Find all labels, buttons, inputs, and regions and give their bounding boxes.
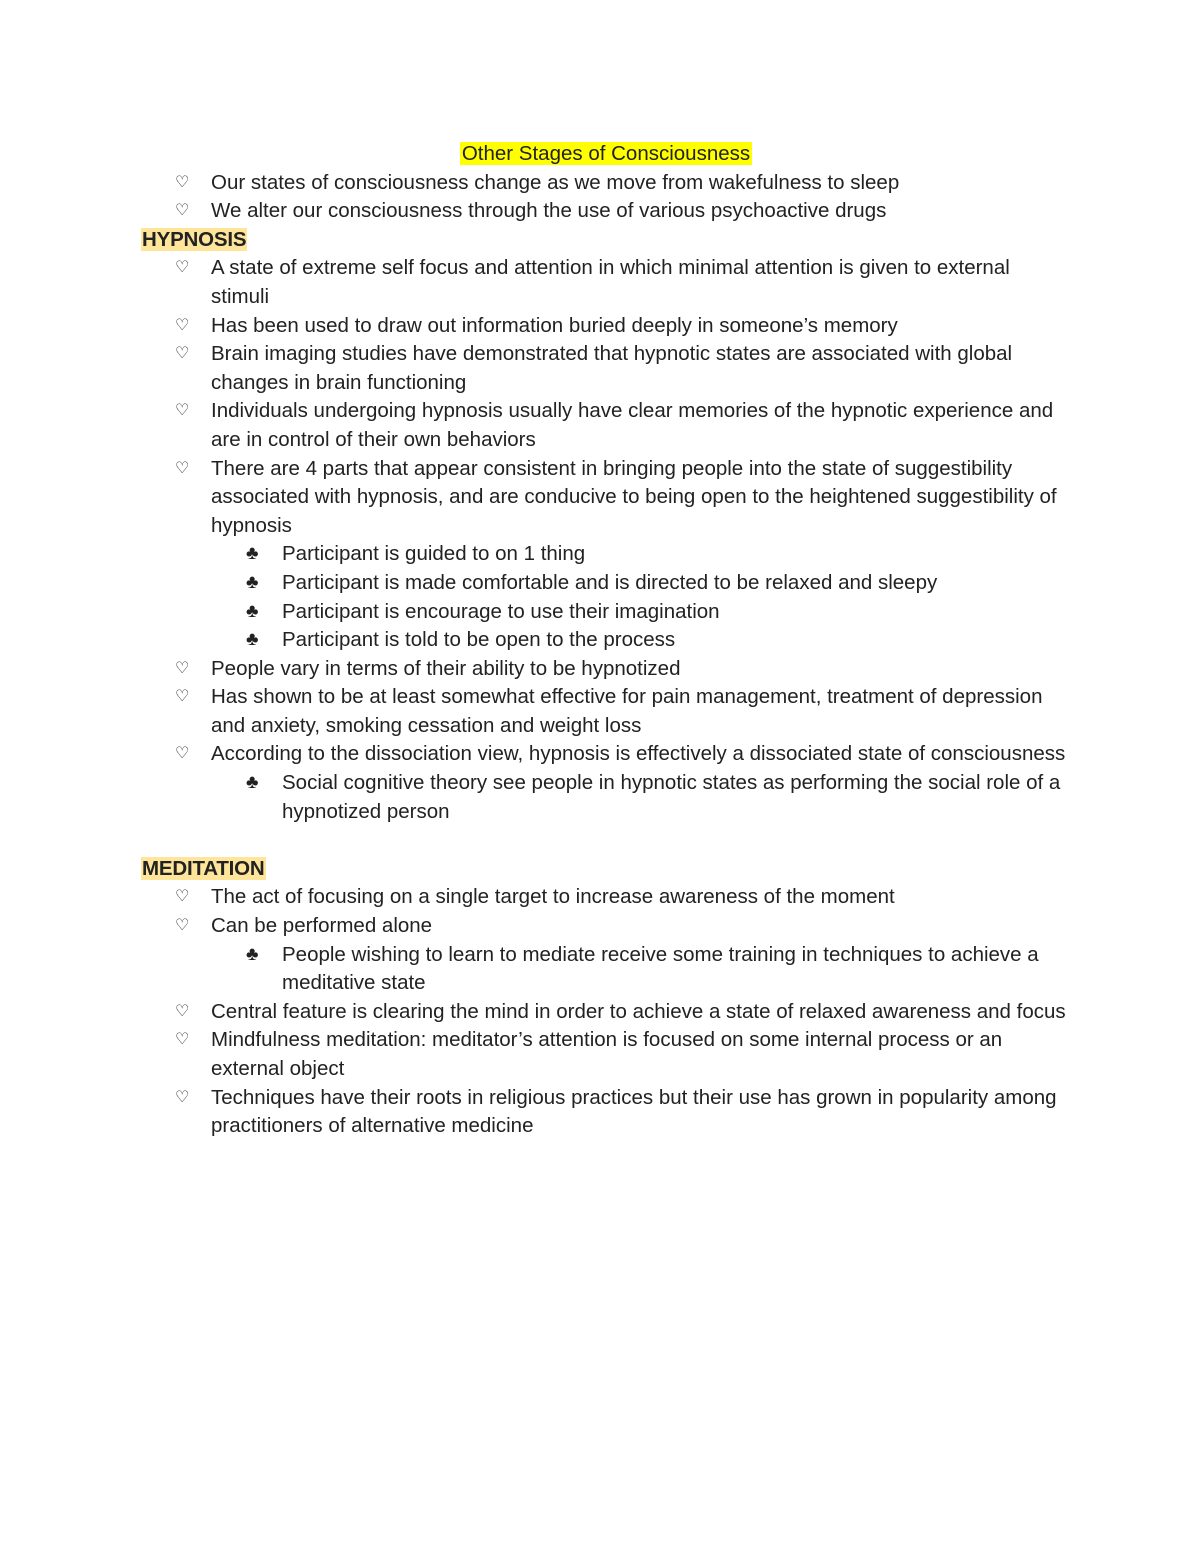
sub-list-item bbox=[141, 598, 1071, 627]
list-item bbox=[141, 1026, 1071, 1083]
list-item bbox=[141, 197, 1071, 226]
list-item bbox=[141, 883, 1071, 912]
list-item-text: Brain imaging studies have demonstrated that hypnotic states are associated with global changes in brain functioning bbox=[211, 342, 1013, 394]
club-icon: ♣ bbox=[246, 772, 259, 794]
sub-list-item-text: Participant is encourage to use their imagination bbox=[282, 599, 720, 623]
sub-list-item bbox=[141, 769, 1071, 826]
meditation-list bbox=[141, 883, 1071, 1140]
page-title: Other Stages of Consciousness bbox=[461, 142, 751, 165]
list-item bbox=[141, 655, 1071, 684]
heart-outline-icon: ♡ bbox=[175, 1002, 190, 1020]
hypnosis-heading-row bbox=[141, 226, 1071, 255]
sub-list-item-text: Participant is made comfortable and is directed to be relaxed and sleepy bbox=[282, 570, 938, 594]
list-item-text: The act of focusing on a single target to increase awareness of the moment bbox=[211, 885, 895, 909]
heart-outline-icon: ♡ bbox=[175, 745, 190, 763]
section-heading-hypnosis: HYPNOSIS bbox=[142, 227, 247, 251]
list-item-text: People vary in terms of their ability to be hypnotized bbox=[211, 656, 681, 680]
heart-outline-icon: ♡ bbox=[175, 202, 190, 220]
sub-list-item bbox=[141, 540, 1071, 569]
list-item-text: According to the dissociation view, hypnosis is effectively a dissociated state of consciousness bbox=[211, 742, 1066, 766]
heart-outline-icon: ♡ bbox=[175, 688, 190, 706]
list-item-text: Central feature is clearing the mind in order to achieve a state of relaxed awareness and focus bbox=[211, 999, 1066, 1023]
list-item-text: Has been used to draw out information buried deeply in someone’s memory bbox=[211, 313, 898, 337]
list-item-text: Techniques have their roots in religious practices but their use has grown in popularity among practitioners of alternative medicine bbox=[211, 1085, 1057, 1138]
hypnosis-list bbox=[141, 254, 1071, 826]
list-item bbox=[141, 1084, 1071, 1141]
heart-outline-icon: ♡ bbox=[175, 259, 190, 277]
heart-outline-icon: ♡ bbox=[175, 345, 190, 363]
heart-outline-icon: ♡ bbox=[175, 917, 190, 935]
club-icon: ♣ bbox=[246, 943, 259, 965]
heart-outline-icon: ♡ bbox=[175, 316, 190, 334]
list-item-text: Has shown to be at least somewhat effective for pain management, treatment of depression and anxiety, smoking cessation and weight loss bbox=[211, 685, 1043, 737]
club-icon: ♣ bbox=[246, 543, 259, 565]
club-icon: ♣ bbox=[246, 571, 259, 593]
list-item bbox=[141, 912, 1071, 941]
sub-list-item-text: People wishing to learn to mediate receive some training in techniques to achieve a meditative state bbox=[282, 942, 1039, 995]
list-item-text: We alter our consciousness through the use of various psychoactive drugs bbox=[211, 199, 887, 223]
club-icon: ♣ bbox=[246, 629, 259, 651]
list-item bbox=[141, 455, 1071, 541]
title-row bbox=[141, 140, 1071, 169]
section-heading-meditation: MEDITATION bbox=[142, 856, 265, 880]
heart-outline-icon: ♡ bbox=[175, 1088, 190, 1106]
heart-outline-icon: ♡ bbox=[175, 459, 190, 477]
sub-list-item-text: Participant is told to be open to the process bbox=[282, 628, 676, 652]
sub-list-item-text: Participant is guided to on 1 thing bbox=[282, 542, 586, 566]
heart-outline-icon: ♡ bbox=[175, 659, 190, 677]
list-item-text: Our states of consciousness change as we move from wakefulness to sleep bbox=[211, 170, 900, 194]
list-item bbox=[141, 998, 1071, 1027]
heart-outline-icon: ♡ bbox=[175, 1031, 190, 1049]
list-item-text: Mindfulness meditation: meditator’s attention is focused on some internal process or an external object bbox=[211, 1028, 1003, 1080]
list-item-text: There are 4 parts that appear consistent in bringing people into the state of suggestibility associated with hypnosis, and are conducive to being open to the heightened suggestibility of hypnosis bbox=[211, 456, 1057, 537]
list-item-text: Can be performed alone bbox=[211, 914, 433, 938]
heart-outline-icon: ♡ bbox=[175, 402, 190, 420]
spacer bbox=[141, 826, 1071, 855]
document-body bbox=[141, 140, 1071, 1141]
club-icon: ♣ bbox=[246, 600, 259, 622]
list-item bbox=[141, 312, 1071, 341]
heart-outline-icon: ♡ bbox=[175, 888, 190, 906]
sub-list-item-text: Social cognitive theory see people in hypnotic states as performing the social role of a hypnotized person bbox=[282, 771, 1061, 823]
list-item bbox=[141, 169, 1071, 198]
list-item bbox=[141, 340, 1071, 397]
list-item bbox=[141, 397, 1071, 454]
meditation-heading-row bbox=[141, 855, 1071, 884]
intro-list bbox=[141, 169, 1071, 226]
list-item bbox=[141, 683, 1071, 740]
sub-list-item bbox=[141, 569, 1071, 598]
list-item-text: Individuals undergoing hypnosis usually have clear memories of the hypnotic experience and are in control of their own behaviors bbox=[211, 399, 1054, 451]
sub-list-item bbox=[141, 941, 1071, 998]
list-item bbox=[141, 254, 1071, 311]
sub-list-item bbox=[141, 626, 1071, 655]
heart-outline-icon: ♡ bbox=[175, 173, 190, 191]
list-item bbox=[141, 740, 1071, 769]
list-item-text: A state of extreme self focus and attention in which minimal attention is given to external stimuli bbox=[211, 256, 1010, 308]
